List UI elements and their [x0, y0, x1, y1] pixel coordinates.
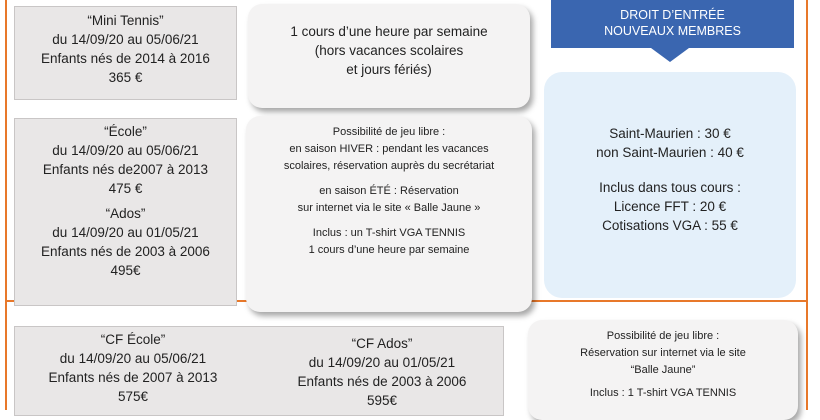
- mini-tennis-dates: du 14/09/20 au 05/06/21: [52, 32, 199, 47]
- ecole-name: “École”: [104, 124, 147, 139]
- free-play-line5: sur internet via le site « Balle Jaune »: [297, 202, 481, 214]
- mini-tennis-name: “Mini Tennis”: [87, 13, 164, 28]
- ados-name: “Ados”: [105, 206, 146, 221]
- cf-card-line3: “Balle Jaune”: [630, 364, 696, 376]
- cf-card-line2: Réservation sur internet via le site: [580, 347, 746, 359]
- ados-price: 495€: [110, 263, 141, 278]
- fee-saint-maurien: Saint-Maurien : 30 €: [609, 126, 731, 141]
- mini-tennis-box: [14, 6, 237, 100]
- mini-tennis-info-card: [248, 4, 530, 108]
- free-play-line3: scolaires, réservation auprès du secrétariat: [283, 160, 495, 172]
- header-line1: DROIT D’ENTRÉE: [620, 8, 725, 22]
- ecole-price: 475 €: [108, 181, 143, 196]
- header-line2: NOUVEAUX MEMBRES: [604, 24, 741, 38]
- ecole-dates: du 14/09/20 au 05/06/21: [52, 143, 199, 158]
- fees-included-title: Inclus dans tous cours :: [599, 180, 741, 195]
- cf-ados-name: “CF Ados”: [351, 336, 413, 351]
- cf-ados-dates: du 14/09/20 au 01/05/21: [308, 355, 456, 370]
- free-play-line7: 1 cours d’une heure par semaine: [308, 244, 470, 256]
- cf-free-play-card: [528, 320, 798, 420]
- mini-card-line3: et jours fériés): [346, 62, 432, 77]
- fee-licence: Licence FFT : 20 €: [613, 199, 727, 214]
- free-play-card: [246, 116, 532, 312]
- entry-fee-header: [551, 0, 794, 48]
- fee-non-saint-maurien: non Saint-Maurien : 40 €: [596, 145, 744, 160]
- fees-text: [544, 124, 796, 235]
- cf-ados-price: 595€: [366, 393, 398, 408]
- fee-cotisations: Cotisations VGA : 55 €: [602, 218, 738, 233]
- free-play-line4: en saison ÉTÉ : Réservation: [319, 185, 459, 197]
- cf-card-line1: Possibilité de jeu libre :: [606, 330, 720, 342]
- mini-tennis-price: 365 €: [108, 70, 143, 85]
- ecole-born: Enfants nés de2007 à 2013: [42, 162, 209, 177]
- cf-card-line4: Inclus : 1 T-shirt VGA TENNIS: [589, 387, 737, 399]
- ados-born: Enfants nés de 2003 à 2006: [41, 244, 210, 259]
- ecole-ados-box: [14, 118, 237, 306]
- mini-card-line2: (hors vacances scolaires: [314, 43, 464, 58]
- cf-ecole-dates: du 14/09/20 au 05/06/21: [59, 351, 207, 366]
- free-play-line1: Possibilité de jeu libre :: [332, 126, 446, 138]
- free-play-line2: en saison HIVER : pendant les vacances: [289, 143, 489, 155]
- ados-dates: du 14/09/20 au 01/05/21: [52, 225, 199, 240]
- free-play-line6: Inclus : un T-shirt VGA TENNIS: [312, 227, 466, 239]
- mini-tennis-born: Enfants nés de 2014 à 2016: [41, 51, 210, 66]
- cf-ecole-born: Enfants nés de 2007 à 2013: [48, 370, 218, 385]
- cf-ados-born: Enfants nés de 2003 à 2006: [297, 374, 467, 389]
- header-arrow: [651, 48, 689, 62]
- mini-card-line1: 1 cours d’une heure par semaine: [290, 24, 488, 39]
- cf-ecole: [14, 330, 252, 406]
- cf-ados: [262, 334, 502, 410]
- cf-ecole-name: “CF École”: [100, 332, 166, 347]
- cf-ecole-price: 575€: [117, 389, 149, 404]
